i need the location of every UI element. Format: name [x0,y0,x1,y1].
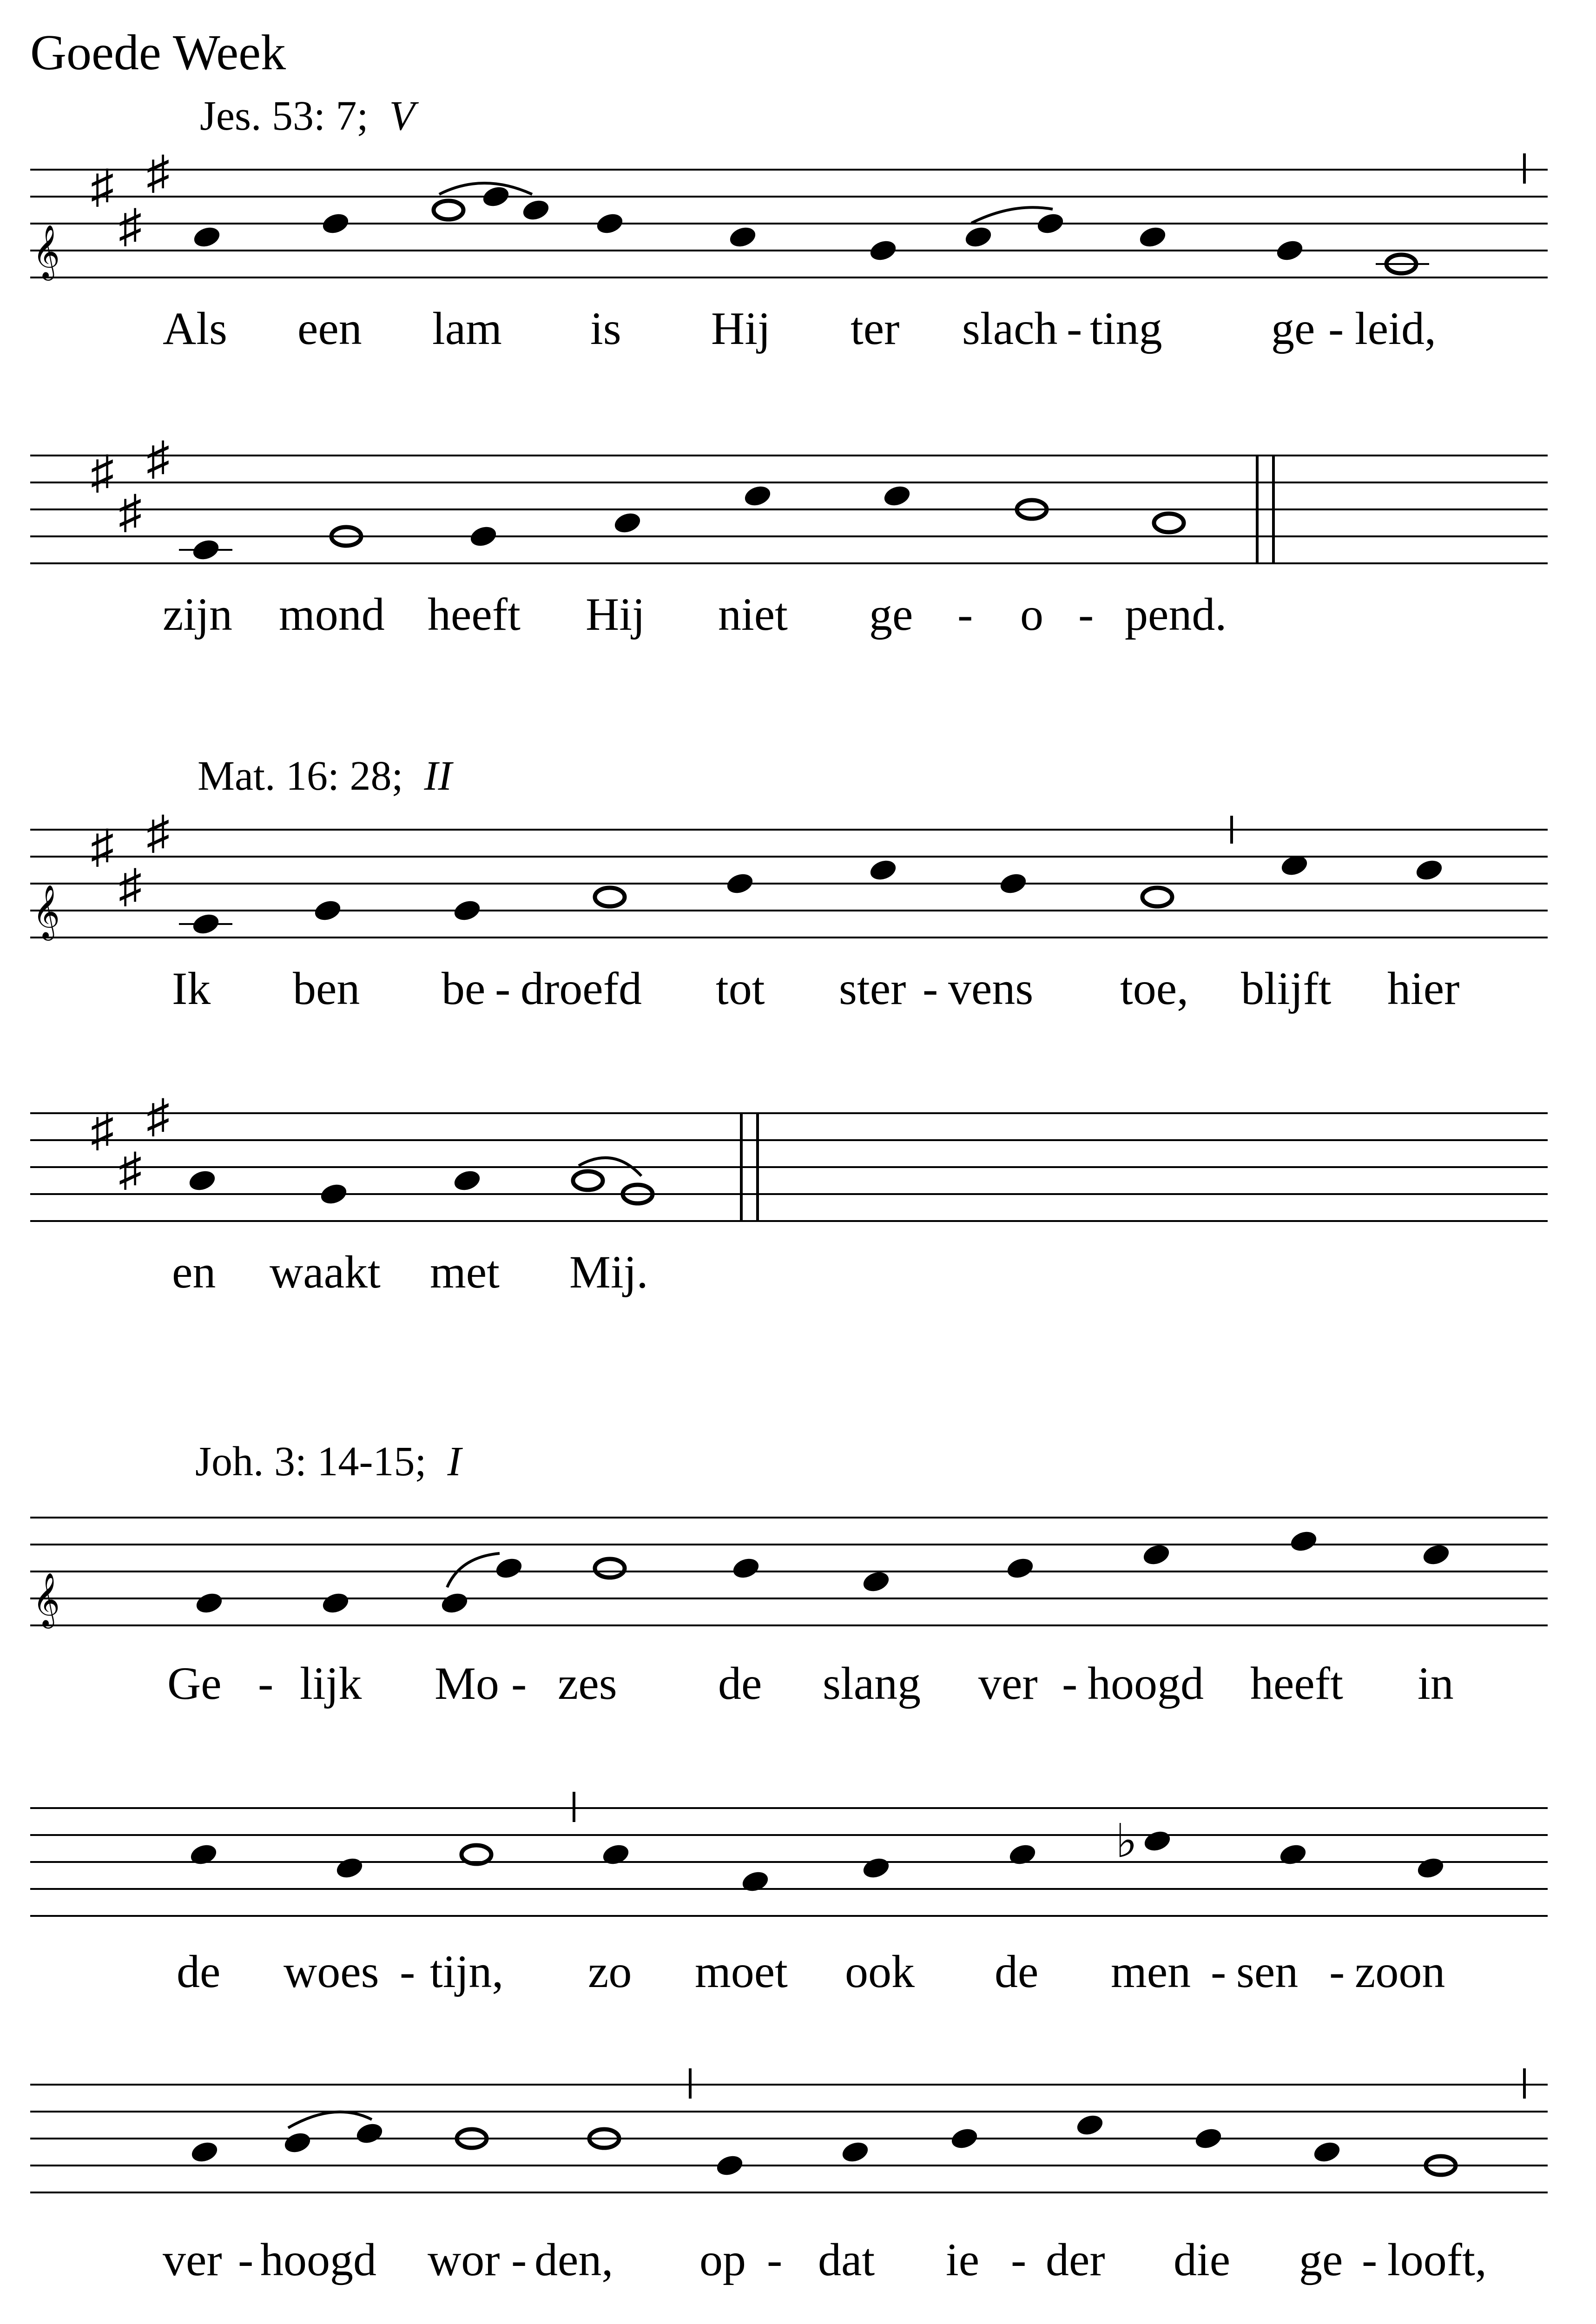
chant-2-reference [198,755,452,797]
note [861,1569,891,1595]
lyric-syllable: ver [978,1657,1038,1709]
lyrics-line-5 [0,1652,1596,1717]
lyric-syllable: tijn, [430,1946,504,1997]
lyric-syllable: lam [432,303,502,354]
lyric-syllable: - [767,2234,783,2285]
note [194,1591,224,1616]
lyric-syllable: be [442,963,486,1014]
lyrics-line-4 [0,1241,1596,1306]
lyric-syllable: in [1418,1657,1454,1709]
chant-1-reference-text: Jes. 53: 7; [200,93,369,139]
lyrics-line-6 [0,1941,1596,2006]
slur [439,183,532,194]
lyric-syllable: vens [948,963,1034,1014]
note [742,483,773,509]
note [1154,514,1184,532]
lyric-syllable: ge [869,588,913,640]
lyric-syllable: woes [284,1946,379,1997]
note [949,2126,980,2152]
lyric-syllable: Mo [435,1657,499,1709]
sharp-icon: ♯ [119,860,142,912]
sharp-icon: ♯ [146,433,170,484]
lyric-syllable: - [1329,1946,1345,1997]
lyric-syllable: hoogd [260,2234,376,2285]
note [1075,2113,1105,2138]
note [612,510,643,536]
lyric-syllable: - [1067,303,1082,354]
note [439,1591,470,1616]
chant-2-reference-text: Mat. 16: 28; [198,753,403,799]
note [481,184,511,210]
note [452,898,482,924]
note [434,201,463,219]
key-signature [91,1090,170,1195]
key-signature [91,807,170,912]
lyric-syllable: Mij. [569,1246,648,1298]
lyric-syllable: - [1211,1946,1227,1997]
note [187,1168,218,1194]
note [600,1842,631,1868]
note [191,224,222,250]
note [188,1842,219,1868]
note [1141,1542,1172,1568]
sharp-icon: ♯ [91,1104,114,1156]
sharp-icon: ♯ [119,200,142,252]
note [1193,2126,1224,2152]
note [282,2130,313,2156]
lyric-syllable: de [718,1657,762,1709]
sharp-icon: ♯ [91,447,114,498]
flat-icon: ♭ [1115,1816,1138,1867]
lyric-syllable: niet [718,588,788,640]
note [868,858,898,883]
lyric-syllable: ster [839,963,906,1014]
lyric-syllable: moet [695,1946,788,1997]
note [312,898,343,924]
lyric-syllable: zoon [1355,1946,1445,1997]
lyric-syllable: ook [845,1946,915,1997]
lyric-syllable: den, [534,2234,613,2285]
note [727,224,758,250]
note [731,1556,761,1581]
lyric-syllable: toe, [1120,963,1189,1014]
staff-system-1 [0,139,1596,293]
staff-system-7 [0,2054,1596,2208]
note [1312,2139,1342,2165]
lyric-syllable: ge [1271,303,1315,354]
note [594,211,625,237]
lyric-syllable: wor [428,2234,500,2285]
lyric-syllable: de [995,1946,1039,1997]
note [320,211,351,237]
note [740,1869,771,1895]
note [191,537,221,563]
note [354,2121,385,2146]
lyric-syllable: waakt [270,1246,381,1298]
lyric-syllable: ben [293,963,360,1014]
lyric-syllable: ge [1299,2234,1343,2285]
lyric-syllable: Hij [711,303,771,354]
note [189,2139,220,2165]
notes [187,1168,653,1207]
note [521,198,551,223]
key-signature [91,147,170,252]
lyric-syllable: - [400,1946,415,1997]
notes [189,2113,1456,2179]
note [1278,1842,1308,1868]
slur [447,1553,500,1587]
note [334,1855,365,1881]
lyric-syllable: looft, [1387,2234,1487,2285]
note [868,238,898,264]
note [998,871,1029,897]
lyrics-line-3 [0,957,1596,1023]
staff-system-5 [0,1487,1596,1641]
note [725,871,755,897]
lyric-syllable: leid, [1355,303,1436,354]
lyric-syllable: zo [588,1946,632,1997]
lyric-syllable: - [923,963,938,1014]
lyric-syllable: - [511,1657,527,1709]
note [1035,211,1066,237]
lyric-syllable: met [430,1246,500,1298]
lyric-syllable: - [957,588,973,640]
lyric-syllable: heeft [1250,1657,1343,1709]
lyric-syllable: men [1111,1946,1191,1997]
lyric-syllable: en [172,1246,216,1298]
lyric-syllable: dat [818,2234,875,2285]
note [714,2153,745,2179]
lyric-syllable: ter [851,303,900,354]
note [882,483,912,509]
lyric-syllable: zijn [163,588,232,640]
lyric-syllable: Als [163,303,227,354]
chant-3-reference [195,1441,462,1483]
note [861,1855,891,1881]
lyric-syllable: - [1011,2234,1027,2285]
note [452,1168,482,1194]
lyric-syllable: - [1362,2234,1378,2285]
lyric-syllable: op [699,2234,746,2285]
lyric-syllable: lijk [300,1657,362,1709]
note [573,1171,603,1190]
sharp-icon: ♯ [146,1090,170,1142]
staff-system-4 [0,1083,1596,1236]
lyric-syllable: is [590,303,621,354]
lyric-syllable: der [1046,2234,1105,2285]
treble-clef-icon: 𝄞 [33,1574,60,1625]
lyric-syllable: - [1078,588,1094,640]
note [1007,1842,1038,1868]
note [191,911,221,937]
note [1274,238,1305,264]
lyric-syllable: de [177,1946,221,1997]
lyric-syllable: - [1328,303,1344,354]
lyric-syllable: blijft [1241,963,1332,1014]
lyric-syllable: heeft [428,588,521,640]
lyric-syllable: pend. [1125,588,1227,640]
lyric-syllable: Ge [167,1657,222,1709]
slur [288,2112,372,2128]
sharp-icon: ♯ [119,1144,142,1195]
lyric-syllable: Hij [586,588,645,640]
note [1415,1855,1446,1881]
sharp-icon: ♯ [146,807,170,858]
note [1414,858,1444,883]
sharp-icon: ♯ [91,161,114,212]
lyric-syllable: - [495,963,511,1014]
lyrics-line-1 [0,297,1596,363]
note [468,524,499,549]
note [1288,1529,1319,1554]
lyric-syllable: tot [716,963,765,1014]
note [1421,1542,1451,1568]
chant-1-reference [200,95,415,137]
lyric-syllable: - [1062,1657,1078,1709]
staff-system-3 [0,799,1596,953]
chant-3-mode: I [447,1439,462,1485]
note [320,1591,351,1616]
staff-system-2 [0,425,1596,579]
sharp-icon: ♯ [146,147,170,198]
staff-system-6 [0,1778,1596,1931]
note [963,224,994,250]
sharp-icon: ♯ [119,486,142,538]
lyric-syllable: hier [1387,963,1460,1014]
note [1137,224,1168,250]
lyric-syllable: sen [1236,1946,1299,1997]
note [595,1559,625,1578]
note [494,1556,524,1581]
lyric-syllable: hoogd [1088,1657,1204,1709]
lyric-syllable: ting [1090,303,1162,354]
lyric-syllable: ver [163,2234,222,2285]
lyric-syllable: - [258,1657,274,1709]
chant-3-reference-text: Joh. 3: 14-15; [195,1439,427,1485]
lyric-syllable: slang [823,1657,921,1709]
note [1142,1829,1173,1854]
note [840,2139,871,2165]
lyric-syllable: die [1174,2234,1231,2285]
lyric-syllable: droefd [521,963,642,1014]
notes [179,483,1184,563]
lyric-syllable: Ik [172,963,211,1014]
note [1142,888,1172,906]
note [595,888,625,906]
sharp-icon: ♯ [91,821,114,872]
notes [179,853,1444,937]
chant-2-mode: II [424,753,452,799]
lyric-syllable: een [297,303,362,354]
lyric-syllable: - [511,2234,527,2285]
lyric-syllable: zes [558,1657,617,1709]
page-title: Goede Week [30,25,286,80]
lyrics-line-2 [0,583,1596,648]
treble-clef-icon: 𝄞 [33,226,60,277]
lyric-syllable: slach [962,303,1058,354]
key-signature [91,433,170,538]
treble-clef-icon: 𝄞 [33,886,60,938]
chant-1-mode: V [389,93,415,139]
lyric-syllable: - [238,2234,254,2285]
lyric-syllable: mond [279,588,385,640]
note [1005,1556,1035,1581]
lyric-syllable: o [1020,588,1043,640]
lyrics-line-7 [0,2229,1596,2294]
lyric-syllable: ie [946,2234,980,2285]
note [318,1182,349,1207]
